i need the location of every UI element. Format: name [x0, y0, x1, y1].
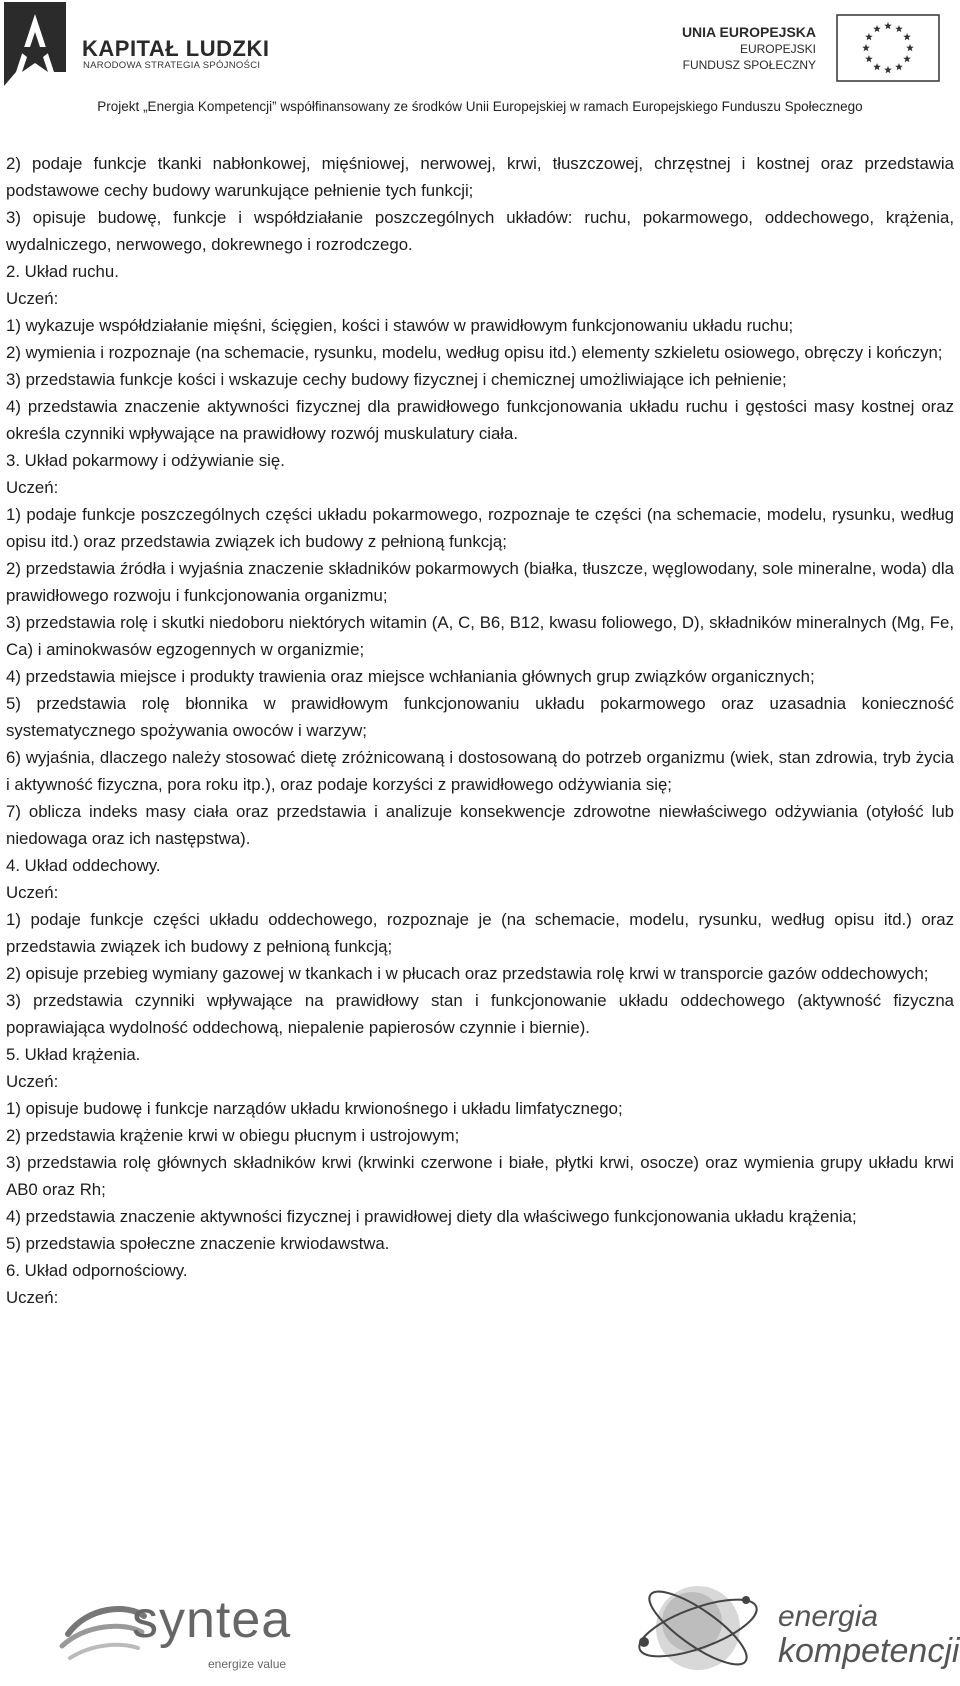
document-paragraph: 1) opisuje budowę i funkcje narządów układu krwionośnego i układu limfatycznego;	[6, 1099, 623, 1118]
eu-line-1: UNIA EUROPEJSKA	[681, 24, 816, 40]
document-paragraph: Uczeń:	[6, 289, 59, 308]
document-paragraph: 4) przedstawia znaczenie aktywności fizycznej dla prawidłowego funkcjonowania układu ruchu i gęstości masy kostnej oraz określa czynniki wpływające na prawidłowy rozwój muskulatury ciała.	[6, 397, 954, 443]
document-paragraph: 5. Układ krążenia.	[6, 1045, 141, 1064]
document-paragraph: 6. Układ odpornościowy.	[6, 1261, 188, 1280]
document-paragraph: 4) przedstawia miejsce i produkty trawienia oraz miejsce wchłaniania głównych grup związków organicznych;	[6, 667, 815, 686]
kapital-ludzki-logo	[4, 2, 294, 86]
syntea-name: syntea	[132, 1591, 292, 1649]
document-paragraph: 3) przedstawia rolę i skutki niedoboru niektórych witamin (A, C, B6, B12, kwasu foliowego, D), składników mineralnych (Mg, Fe, Ca) i aminokwasów egzogennych w organizmie;	[6, 613, 954, 659]
kapital-ludzki-subtitle: NARODOWA STRATEGIA SPÓJNOŚCI	[83, 60, 261, 71]
project-funding-line: Projekt „Energia Kompetencji” współfinansowany ze środków Unii Europejskiej w ramach Europejskiego Funduszu Społecznego	[97, 99, 863, 114]
document-paragraph: 4) przedstawia znaczenie aktywności fizycznej i prawidłowej diety dla właściwego funkcjonowania układu krążenia;	[6, 1207, 857, 1226]
document-paragraph: 7) oblicza indeks masy ciała oraz przedstawia i analizuje konsekwencje zdrowotne niewłaściwego odżywiania (otyłość lub niedowaga oraz ich następstwa).	[6, 802, 954, 848]
energia-kompetencji-logo	[628, 1572, 960, 1686]
document-paragraph: 1) podaje funkcje części układu oddechowego, rozpoznaje je (na schemacie, modelu, rysunku, według opisu itd.) oraz przedstawia związek ich budowy z pełnioną funkcją;	[6, 910, 954, 956]
kapital-ludzki-title: KAPITAŁ LUDZKI	[82, 36, 270, 61]
page-header	[0, 0, 960, 120]
document-paragraph: Uczeń:	[6, 478, 59, 497]
document-paragraph: 6) wyjaśnia, dlaczego należy stosować dietę zróżnicowaną i dostosowaną do potrzeb organizmu (wiek, stan zdrowia, tryb życia i aktywność fizyczna, pora roku itp.), oraz podaje korzyści z prawidłowego odżywiania się;	[6, 748, 954, 794]
document-paragraph: 2) przedstawia źródła i wyjaśnia znaczenie składników pokarmowych (białka, tłuszcze, węglowodany, sole mineralne, woda) dla prawidłowego rozwoju i funkcjonowania organizmu;	[6, 559, 954, 605]
document-paragraph: 4. Układ oddechowy.	[6, 856, 161, 875]
document-paragraph: 1) podaje funkcje poszczególnych części układu pokarmowego, rozpoznaje te części (na schemacie, modelu, rysunku, według opisu itd.) oraz przedstawia związek ich budowy z pełnioną funkcją;	[6, 505, 954, 551]
document-paragraph: 3. Układ pokarmowy i odżywianie się.	[6, 451, 285, 470]
eu-line-2: EUROPEJSKI	[739, 42, 816, 56]
document-paragraph: 3) przedstawia czynniki wpływające na prawidłowy stan i funkcjonowanie układu oddechowego (aktywność fizyczna poprawiająca wydolność oddechową, niepalenie papierosów czynnie i biernie).	[6, 991, 954, 1037]
kapital-ludzki-star-icon	[4, 2, 72, 86]
document-paragraph: 5) przedstawia rolę błonnika w prawidłowym funkcjonowaniu układu pokarmowego oraz uzasadnia konieczność systematycznego spożywania owoców i warzyw;	[6, 694, 954, 740]
document-paragraph: Uczeń:	[6, 1288, 59, 1307]
page-footer	[0, 1570, 960, 1686]
eu-line-3: FUNDUSZ SPOŁECZNY	[682, 58, 816, 72]
eu-logo	[681, 14, 948, 84]
document-paragraph: 5) przedstawia społeczne znaczenie krwiodawstwa.	[6, 1234, 390, 1253]
document-paragraph: 2) opisuje przebieg wymiany gazowej w tkankach i w płucach oraz przedstawia rolę krwi w transporcie gazów oddechowych;	[6, 964, 929, 983]
document-paragraph: 3) przedstawia rolę głównych składników krwi (krwinki czerwone i białe, płytki krwi, osocze) oraz wymienia grupy układu krwi AB0 oraz Rh;	[6, 1153, 954, 1199]
eu-flag-stars-icon	[836, 14, 940, 82]
energia-word: energia	[778, 1600, 879, 1633]
syntea-tagline: energize value	[208, 1657, 287, 1671]
kompetencji-word: kompetencji	[778, 1632, 960, 1670]
document-paragraph: Uczeń:	[6, 883, 59, 902]
document-paragraph: 2) wymienia i rozpoznaje (na schemacie, rysunku, modelu, według opisu itd.) elementy szkieletu osiowego, obręczy i kończyn;	[6, 343, 943, 362]
document-paragraph: 1) wykazuje współdziałanie mięśni, ścięgien, kości i stawów w prawidłowym funkcjonowaniu układu ruchu;	[6, 316, 794, 335]
syntea-logo	[58, 1582, 318, 1678]
document-paragraph: 2. Układ ruchu.	[6, 262, 119, 281]
document-paragraph: 3) opisuje budowę, funkcje i współdziałanie poszczególnych układów: ruchu, pokarmowego, oddechowego, krążenia, wydalniczego, nerwowego, dokrewnego i rozrodczego.	[6, 208, 954, 254]
document-paragraph: 3) przedstawia funkcje kości i wskazuje cechy budowy fizycznej i chemicznej umożliwiające ich pełnienie;	[6, 370, 787, 389]
document-body	[6, 150, 954, 1311]
document-paragraph: 2) przedstawia krążenie krwi w obiegu płucnym i ustrojowym;	[6, 1126, 460, 1145]
document-paragraph: Uczeń:	[6, 1072, 59, 1091]
energia-atom-icon	[628, 1572, 768, 1684]
document-paragraph: 2) podaje funkcje tkanki nabłonkowej, mięśniowej, nerwowej, krwi, tłuszczowej, chrzęstnej i kostnej oraz przedstawia podstawowe cechy budowy warunkujące pełnienie tych funkcji;	[6, 154, 954, 200]
